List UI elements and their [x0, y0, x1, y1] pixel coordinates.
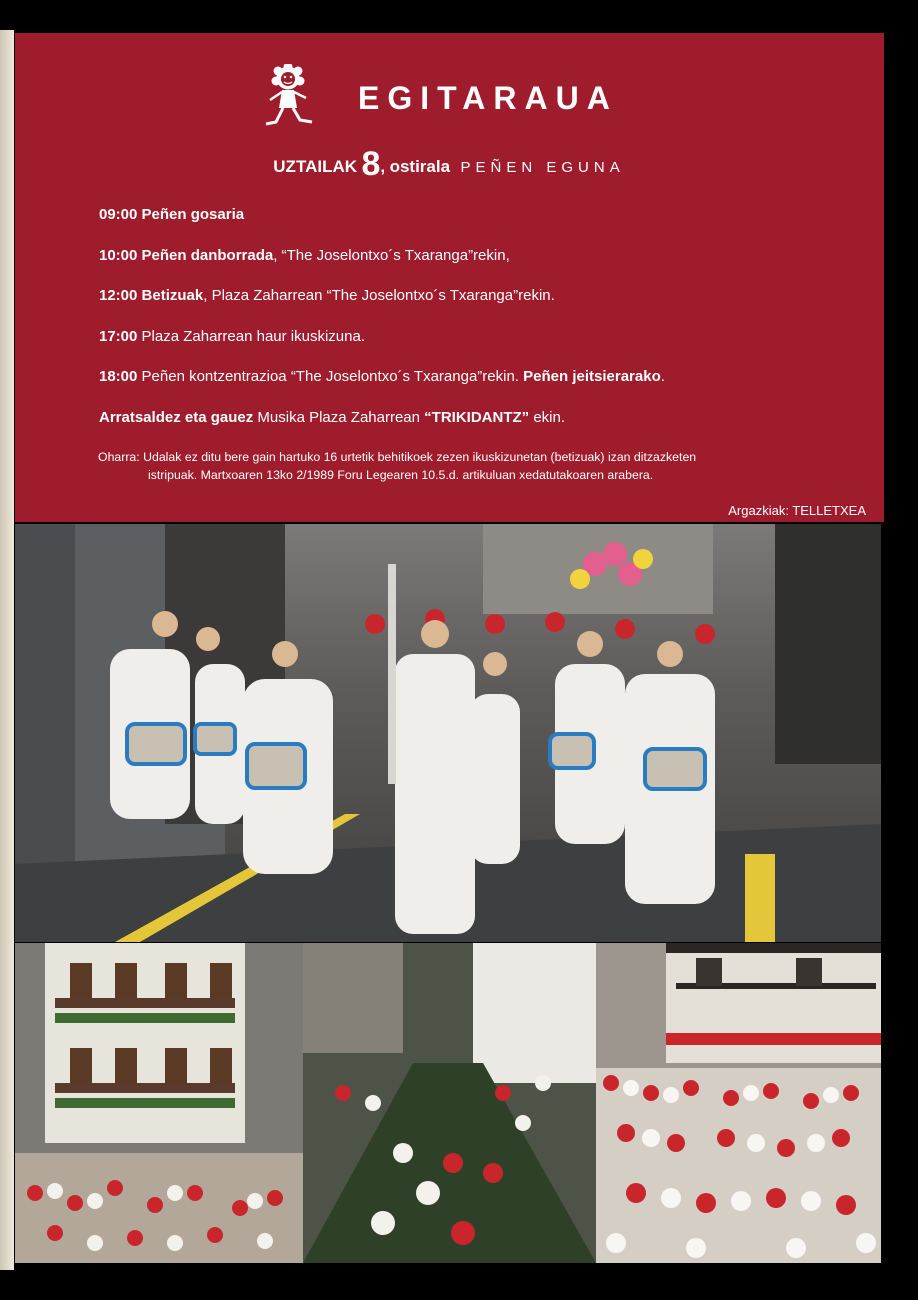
schedule-time: 18:00: [99, 368, 138, 385]
schedule-text: Musika Plaza Zaharrean: [257, 408, 420, 426]
note-line-1: Udalak ez ditu bere gain hartuko 16 urtetik behitikoek zezen ikuskizunetan (betizuak) izan ditzazketen: [143, 450, 697, 464]
title-row: [250, 62, 650, 132]
schedule-title: Peñen gosaria: [141, 206, 245, 223]
schedule-text: , “The Joselontxo´s Txaranga”rekin,: [273, 246, 510, 264]
photo-balcony-square: [15, 943, 303, 1263]
subtitle-event: PEÑEN EGUNA: [460, 159, 625, 176]
subtitle-month: UZTAILAK: [273, 157, 358, 176]
schedule-item: [99, 328, 869, 369]
schedule-highlight: Peñen jeitsierarako: [523, 368, 661, 385]
schedule-title: Betizuak: [141, 287, 204, 304]
subtitle-weekday: ostirala: [389, 157, 451, 176]
schedule-item: [99, 287, 869, 328]
subtitle-comma: ,: [380, 157, 386, 176]
schedule-time: 09:00: [99, 206, 138, 223]
schedule-text: , Plaza Zaharrean “The Joselontxo´s Txaranga”rekin.: [203, 287, 555, 304]
schedule-item: [99, 368, 869, 409]
schedule-time: 12:00: [99, 287, 138, 304]
page-edge: [0, 30, 14, 1270]
schedule-time: Arratsaldez eta gauez: [99, 408, 254, 426]
schedule-highlight: “TRIKIDANTZ”: [424, 408, 530, 426]
schedule-item: [99, 247, 869, 288]
schedule-item: [99, 206, 869, 247]
date-subtitle: [0, 145, 898, 184]
disclaimer-note: [98, 448, 798, 484]
schedule-text: Peñen kontzentrazioa “The Joselontxo´s Txaranga”rekin.: [141, 368, 519, 385]
schedule-end: .: [660, 368, 665, 385]
note-line-2: istripuak. Martxoaren 13ko 2/1989 Foru Legearen 10.5.d. artikuluan xedatutakoaren arabera.: [148, 468, 654, 482]
schedule-time: 10:00: [99, 246, 138, 264]
program-title: EGITARAUA: [358, 80, 618, 116]
subtitle-day: 8: [361, 145, 381, 183]
mascot-logo-icon: [262, 64, 314, 128]
photo-drummers-parade: [15, 524, 881, 942]
schedule-title: Peñen danborrada: [141, 246, 274, 264]
photo-street-crowd: [303, 943, 596, 1263]
schedule-item: [99, 409, 869, 450]
schedule-end: ekin.: [533, 408, 566, 426]
schedule-text: Plaza Zaharrean haur ikuskizuna.: [141, 327, 366, 345]
schedule-list: [99, 206, 869, 449]
note-label: Oharra:: [98, 450, 140, 464]
schedule-time: 17:00: [99, 327, 138, 345]
photo-square-crowd: [596, 943, 881, 1263]
photo-credit: Argazkiak: TELLETXEA: [728, 503, 866, 518]
